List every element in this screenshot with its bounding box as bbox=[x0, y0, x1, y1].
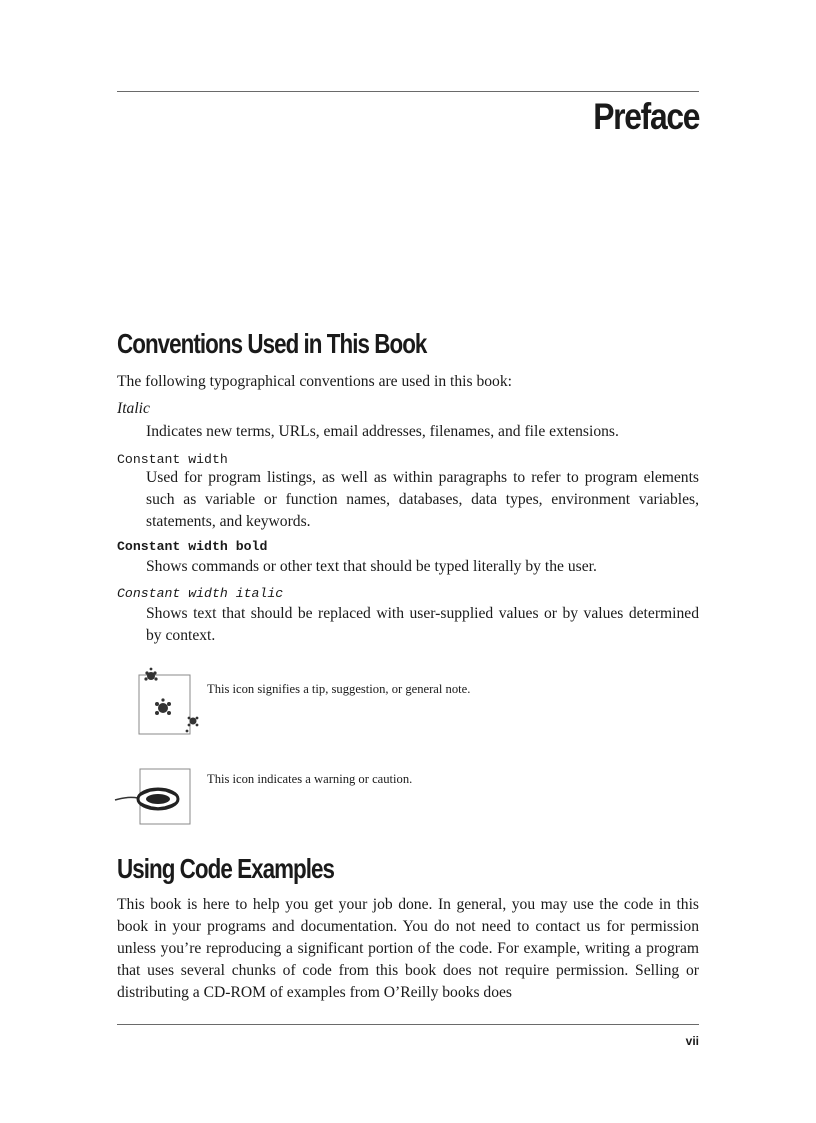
warning-icon bbox=[112, 766, 192, 826]
tip-note-text: This icon signifies a tip, suggestion, or general note. bbox=[207, 682, 471, 696]
section-heading-code-examples: Using Code Examples bbox=[117, 853, 335, 884]
section-heading-conventions: Conventions Used in This Book bbox=[117, 328, 427, 359]
definition-constant-width-bold: Shows commands or other text that should be typed literally by the user. bbox=[146, 558, 597, 575]
term-italic: Italic bbox=[117, 400, 150, 417]
term-constant-width: Constant width bbox=[117, 452, 228, 467]
definition-constant-width-italic: Shows text that should be replaced with user-supplied values or by values determined by context. bbox=[146, 605, 699, 644]
page-title: Preface bbox=[593, 96, 699, 137]
code-examples-paragraph: This book is here to help you get your job done. In general, you may use the code in this book in your programs and documentation. You do not need to contact us for permission unless you’re reproducing a significant portion of the code. For example, writing a program that uses several chunks of code from this book does not require permission. Selling or distributing a CD-ROM of examples from O’Reilly books does bbox=[117, 896, 699, 1001]
top-rule bbox=[117, 91, 699, 92]
page-number: vii bbox=[685, 1034, 699, 1048]
definition-constant-width: Used for program listings, as well as within paragraphs to refer to program elements such as variable or function names, databases, data types, environment variables, statements, and keywords. bbox=[146, 469, 699, 530]
conventions-intro: The following typographical conventions are used in this book: bbox=[117, 373, 512, 390]
warning-note-text: This icon indicates a warning or caution. bbox=[207, 772, 413, 786]
definition-italic: Indicates new terms, URLs, email addresses, filenames, and file extensions. bbox=[146, 423, 619, 440]
tip-icon bbox=[126, 664, 206, 744]
bottom-rule bbox=[117, 1024, 699, 1025]
term-constant-width-bold: Constant width bold bbox=[117, 539, 268, 554]
term-constant-width-italic: Constant width italic bbox=[117, 586, 284, 601]
